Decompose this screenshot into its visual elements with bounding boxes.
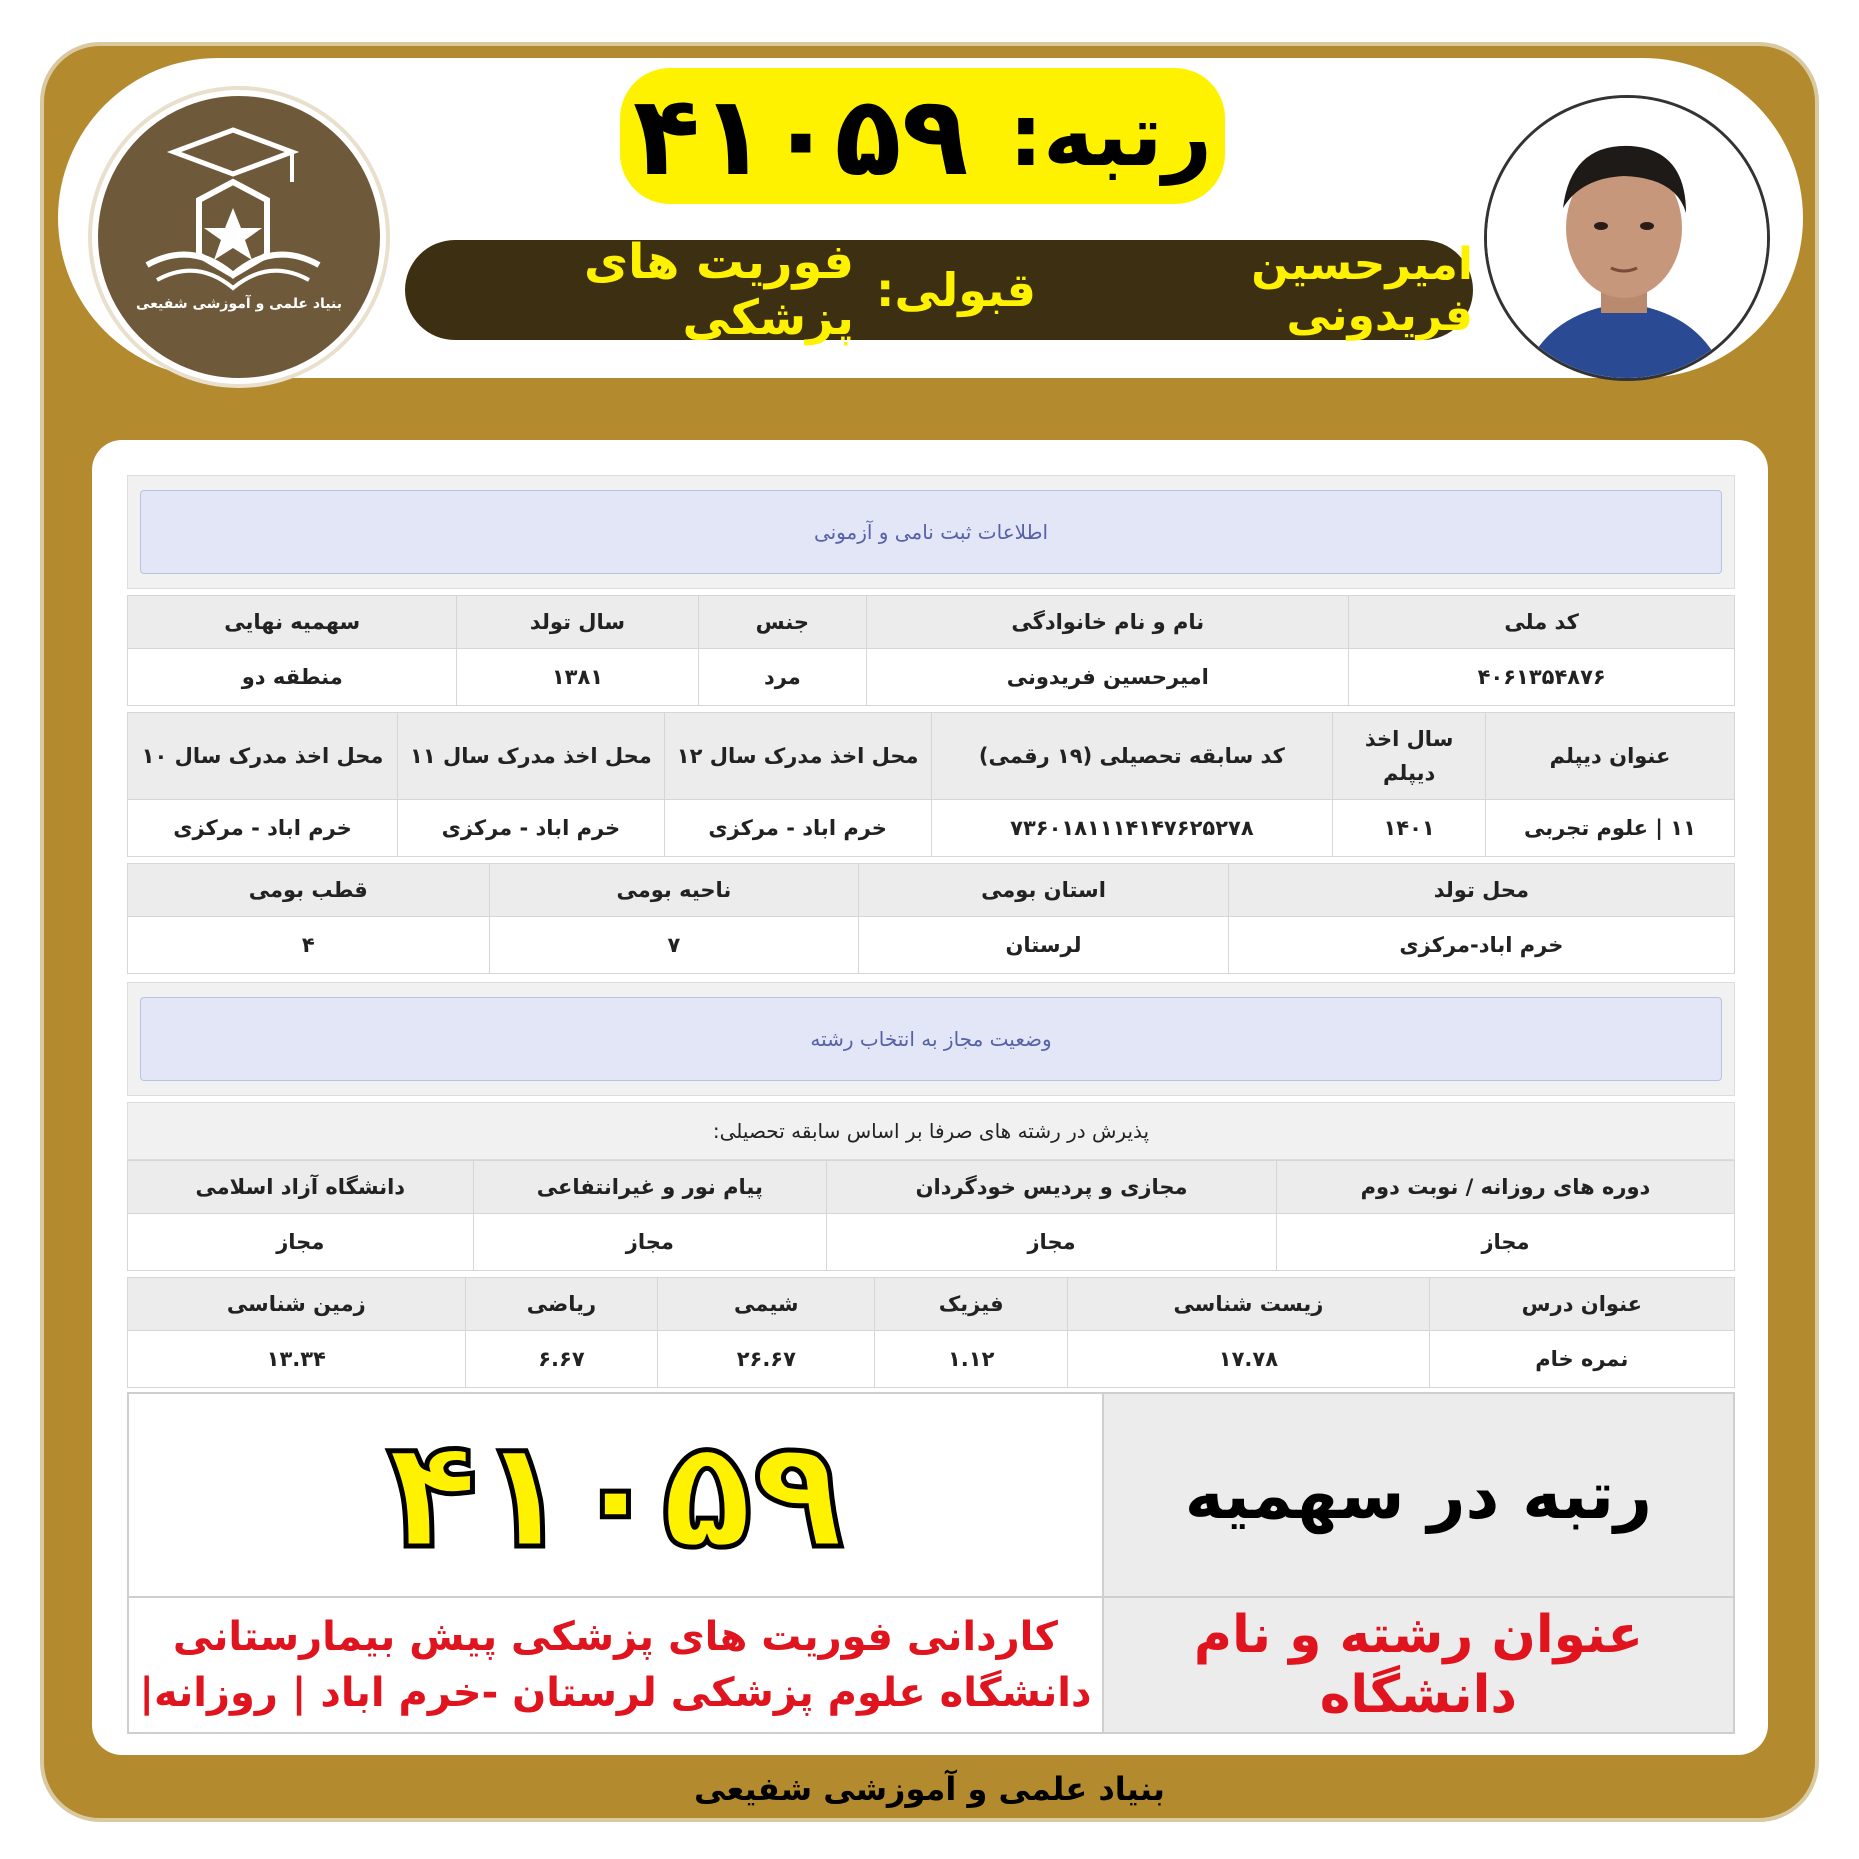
program-line-2: دانشگاه علوم پزشکی لرستان -خرم اباد | روزانه| <box>139 1670 1092 1716</box>
rank-label: رتبه: <box>1008 86 1213 186</box>
eligibility-table <box>127 1160 1735 1271</box>
header-cell: زمین شناسی <box>128 1278 466 1331</box>
header-cell: شیمی <box>658 1278 875 1331</box>
section-eligibility <box>127 982 1735 1096</box>
header-cell: زیست شناسی <box>1068 1278 1430 1331</box>
header-cell: پیام نور و غیرانتفاعی <box>473 1161 827 1214</box>
name-banner <box>405 234 1473 346</box>
value-cell: نمره خام <box>1429 1331 1734 1388</box>
value-cell: خرم اباد - مرکزی <box>398 800 665 857</box>
registration-table-3 <box>127 863 1735 974</box>
header-cell: محل اخذ مدرک سال ۱۰ <box>128 713 398 800</box>
registration-table-1 <box>127 595 1735 706</box>
section-registration <box>127 475 1735 589</box>
quota-rank-label: رتبه در سهمیه <box>1103 1393 1734 1597</box>
value-cell: مرد <box>698 649 867 706</box>
value-cell: مجاز <box>473 1214 827 1271</box>
logo <box>92 90 386 384</box>
program-value <box>128 1597 1103 1733</box>
scores-table <box>127 1277 1735 1388</box>
student-portrait-icon <box>1484 98 1767 381</box>
value-cell: خرم اباد-مرکزی <box>1228 917 1734 974</box>
value-cell: مجاز <box>128 1214 474 1271</box>
header-cell: محل تولد <box>1228 864 1734 917</box>
header-cell: سال اخذ دیپلم <box>1333 713 1486 800</box>
value-cell: امیرحسین فریدونی <box>867 649 1349 706</box>
value-cell: منطقه دو <box>128 649 457 706</box>
rank-badge <box>620 68 1225 204</box>
value-cell: ۷ <box>489 917 859 974</box>
acceptance-value: فوریت های پزشکی <box>584 234 855 346</box>
header-cell: عنوان درس <box>1429 1278 1734 1331</box>
value-cell: ۱۳.۳۴ <box>128 1331 466 1388</box>
value-cell: ۱.۱۲ <box>875 1331 1068 1388</box>
header-cell: دانشگاه آزاد اسلامی <box>128 1161 474 1214</box>
value-cell: مجاز <box>827 1214 1277 1271</box>
value-cell: مجاز <box>1277 1214 1735 1271</box>
value-cell: ۱۱ | علوم تجربی <box>1485 800 1734 857</box>
value-cell: لرستان <box>859 917 1229 974</box>
header-cell: سهمیه نهایی <box>128 596 457 649</box>
student-name: امیرحسین فریدونی <box>1251 239 1473 341</box>
acceptance-label: قبولی: <box>876 263 1036 317</box>
value-cell: ۴ <box>128 917 490 974</box>
program-line-1: کاردانی فوریت های پزشکی پیش بیمارستانی <box>172 1614 1058 1660</box>
program-label: عنوان رشته و نام دانشگاه <box>1103 1597 1734 1733</box>
eligibility-note: پذیرش در رشته های صرفا بر اساس سابقه تحصیلی: <box>127 1102 1735 1160</box>
graduation-book-logo-icon <box>92 90 374 372</box>
header-cell: فیزیک <box>875 1278 1068 1331</box>
section-title: اطلاعات ثبت نامی و آزمونی <box>140 490 1722 574</box>
header-cell: محل اخذ مدرک سال ۱۲ <box>664 713 931 800</box>
header-cell: دوره های روزانه / نوبت دوم <box>1277 1161 1735 1214</box>
header-cell: ریاضی <box>465 1278 658 1331</box>
value-cell: ۱۴۰۱ <box>1333 800 1486 857</box>
header-cell: قطب بومی <box>128 864 490 917</box>
quota-rank-value: ۴۱۰۵۹ <box>128 1393 1103 1597</box>
header-cell: محل اخذ مدرک سال ۱۱ <box>398 713 665 800</box>
header-cell: کد سابقه تحصیلی (۱۹ رقمی) <box>931 713 1333 800</box>
value-cell: ۷۳۶۰۱۸۱۱۱۴۱۴۷۶۲۵۲۷۸ <box>931 800 1333 857</box>
header-cell: سال تولد <box>457 596 698 649</box>
header-cell: کد ملی <box>1349 596 1735 649</box>
rank-value: ۴۱۰۵۹ <box>632 72 969 200</box>
header-cell: نام و نام خانوادگی <box>867 596 1349 649</box>
logo-caption: بنیاد علمی و آموزشی شفیعی <box>135 296 342 312</box>
value-cell: ۶.۶۷ <box>465 1331 658 1388</box>
student-photo <box>1484 95 1770 381</box>
header-cell: عنوان دیپلم <box>1485 713 1734 800</box>
registration-table-2 <box>127 712 1735 857</box>
section-title: وضعیت مجاز به انتخاب رشته <box>140 997 1722 1081</box>
info-content <box>127 475 1735 1734</box>
value-cell: خرم اباد - مرکزی <box>664 800 931 857</box>
value-cell: ۱۳۸۱ <box>457 649 698 706</box>
header-cell: مجازی و پردیس خودگردان <box>827 1161 1277 1214</box>
header-cell: استان بومی <box>859 864 1229 917</box>
footer-text: بنیاد علمی و آموزشی شفیعی <box>694 1770 1165 1808</box>
value-cell: ۴۰۶۱۳۵۴۸۷۶ <box>1349 649 1735 706</box>
result-table <box>127 1392 1735 1734</box>
header-cell: جنس <box>698 596 867 649</box>
value-cell: ۱۷.۷۸ <box>1068 1331 1430 1388</box>
value-cell: ۲۶.۶۷ <box>658 1331 875 1388</box>
header-cell: ناحیه بومی <box>489 864 859 917</box>
value-cell: خرم اباد - مرکزی <box>128 800 398 857</box>
